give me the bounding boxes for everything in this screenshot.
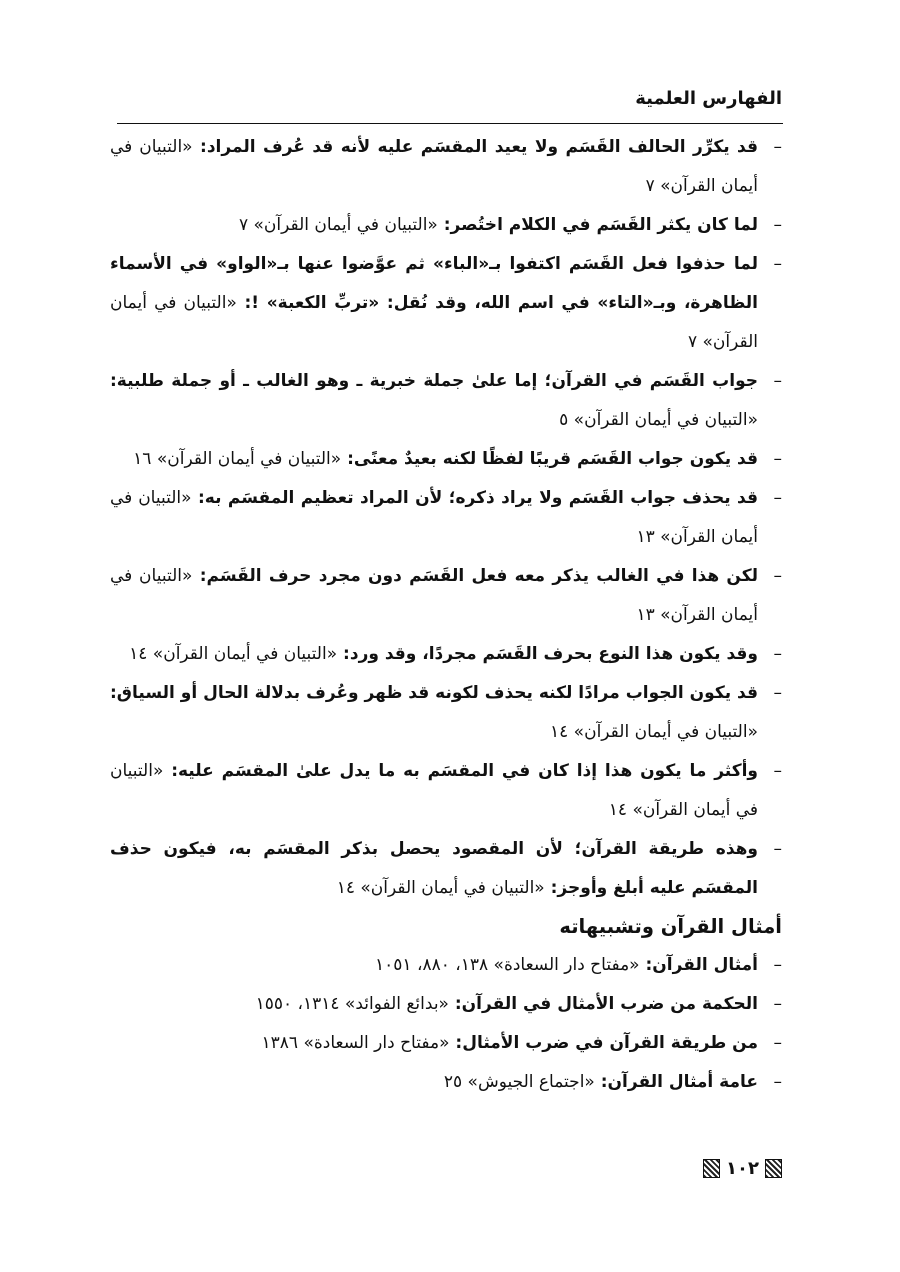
index-entry	[110, 674, 782, 752]
entry-topic: جواب القَسَم في القرآن؛ إما علىٰ جملة خبرية ـ وهو الغالب ـ أو جملة طلبية:	[110, 371, 758, 391]
page-footer	[703, 1158, 782, 1179]
entry-reference: «التبيان في أيمان القرآن» ٥	[559, 410, 758, 430]
entry-dash: –	[773, 1072, 782, 1092]
entry-topic: لما كان يكثر القَسَم في الكلام اختُصر:	[437, 215, 758, 235]
entry-reference: «التبيان في أيمان القرآن» ١٦	[133, 449, 342, 469]
index-entry	[110, 128, 782, 206]
entry-topic: قد يكرِّر الحالف القَسَم ولا يعيد المقسَم عليه لأنه قد عُرف المراد:	[192, 137, 758, 157]
index-entry	[110, 635, 782, 674]
index-entry	[110, 440, 782, 479]
entry-topic: لكن هذا في الغالب يذكر معه فعل القَسَم دون مجرد حرف القَسَم:	[192, 566, 758, 586]
entry-topic: من طريقة القرآن في ضرب الأمثال:	[449, 1033, 758, 1053]
entry-dash: –	[773, 839, 782, 859]
running-head: الفهارس العلمية	[635, 88, 782, 109]
index-content	[110, 128, 782, 1102]
entry-dash: –	[773, 644, 782, 664]
entry-dash: –	[773, 761, 782, 781]
entry-reference: «التبيان في أيمان القرآن» ٧	[238, 215, 438, 235]
entry-reference: «التبيان في أيمان القرآن» ١٤	[550, 722, 758, 742]
entry-reference: «مفتاح دار السعادة» ١٣٨٦	[261, 1033, 450, 1053]
index-entry	[110, 985, 782, 1024]
square-ornament-icon	[703, 1159, 720, 1178]
index-entry	[110, 1063, 782, 1102]
index-entry	[110, 206, 782, 245]
entry-reference: «التبيان في أيمان القرآن» ٧	[110, 293, 758, 352]
entry-topic: الحكمة من ضرب الأمثال في القرآن:	[448, 994, 758, 1014]
entry-topic: قد يحذف جواب القَسَم ولا يراد ذكره؛ لأن المراد تعظيم المقسَم به:	[191, 488, 758, 508]
header-rule	[117, 123, 783, 124]
entry-reference: «التبيان في أيمان القرآن» ١٤	[336, 878, 545, 898]
entry-dash: –	[773, 1033, 782, 1053]
entry-dash: –	[773, 371, 782, 391]
page-number: ١٠٢	[726, 1158, 759, 1179]
entry-topic: أمثال القرآن:	[639, 955, 758, 975]
index-entry	[110, 479, 782, 557]
entry-topic: وقد يكون هذا النوع بحرف القَسَم مجردًا، وقد ورد:	[337, 644, 758, 664]
index-entry	[110, 557, 782, 635]
entry-topic: وهذه طريقة القرآن؛ لأن المقصود يحصل بذكر المقسَم به، فيكون حذف المقسَم عليه أبلغ وأوجز:	[110, 839, 758, 898]
entry-reference: «التبيان في أيمان القرآن» ١٤	[110, 761, 758, 820]
entry-topic: لما حذفوا فعل القَسَم اكتفوا بـ«الباء» ثم عوَّضوا عنها بـ«الواو» في الأسماء الظاهرة، وبـ«التاء» في اسم الله، وقد نُقل: «تربِّ الكعبة» !:	[110, 254, 758, 313]
entry-dash: –	[773, 449, 782, 469]
entry-reference: «بدائع الفوائد» ١٣١٤، ١٥٥٠	[255, 994, 449, 1014]
entry-topic: قد يكون الجواب مرادًا لكنه يحذف لكونه قد ظهر وعُرف بدلالة الحال أو السياق:	[110, 683, 758, 703]
entry-dash: –	[773, 994, 782, 1014]
entries-list-amthal	[110, 946, 782, 1102]
entry-dash: –	[773, 215, 782, 235]
index-entry	[110, 362, 782, 440]
index-entry	[110, 1024, 782, 1063]
entry-reference: «اجتماع الجيوش» ٢٥	[443, 1072, 595, 1092]
entry-reference: «التبيان في أيمان القرآن» ١٤	[129, 644, 338, 664]
entry-reference: «التبيان في أيمان القرآن» ٧	[110, 137, 758, 196]
index-entry	[110, 245, 782, 362]
entry-dash: –	[773, 955, 782, 975]
entry-dash: –	[773, 683, 782, 703]
entry-dash: –	[773, 566, 782, 586]
section-heading: أمثال القرآن وتشبيهاته	[559, 915, 782, 938]
entry-dash: –	[773, 488, 782, 508]
entry-topic: قد يكون جواب القَسَم قريبًا لفظًا لكنه بعيدٌ معنًى:	[341, 449, 758, 469]
index-entry	[110, 752, 782, 830]
entry-dash: –	[773, 254, 782, 274]
index-entry	[110, 830, 782, 908]
entry-dash: –	[773, 137, 782, 157]
index-entry	[110, 946, 782, 985]
entry-topic: وأكثر ما يكون هذا إذا كان في المقسَم به ما يدل علىٰ المقسَم عليه:	[163, 761, 758, 781]
square-ornament-icon	[765, 1159, 782, 1178]
entry-reference: «مفتاح دار السعادة» ١٣٨، ٨٨٠، ١٠٥١	[375, 955, 640, 975]
entry-topic: عامة أمثال القرآن:	[594, 1072, 758, 1092]
entries-list-qasam	[110, 128, 782, 908]
entry-reference: «التبيان في أيمان القرآن» ١٣	[110, 566, 758, 625]
entry-reference: «التبيان في أيمان القرآن» ١٣	[110, 488, 758, 547]
